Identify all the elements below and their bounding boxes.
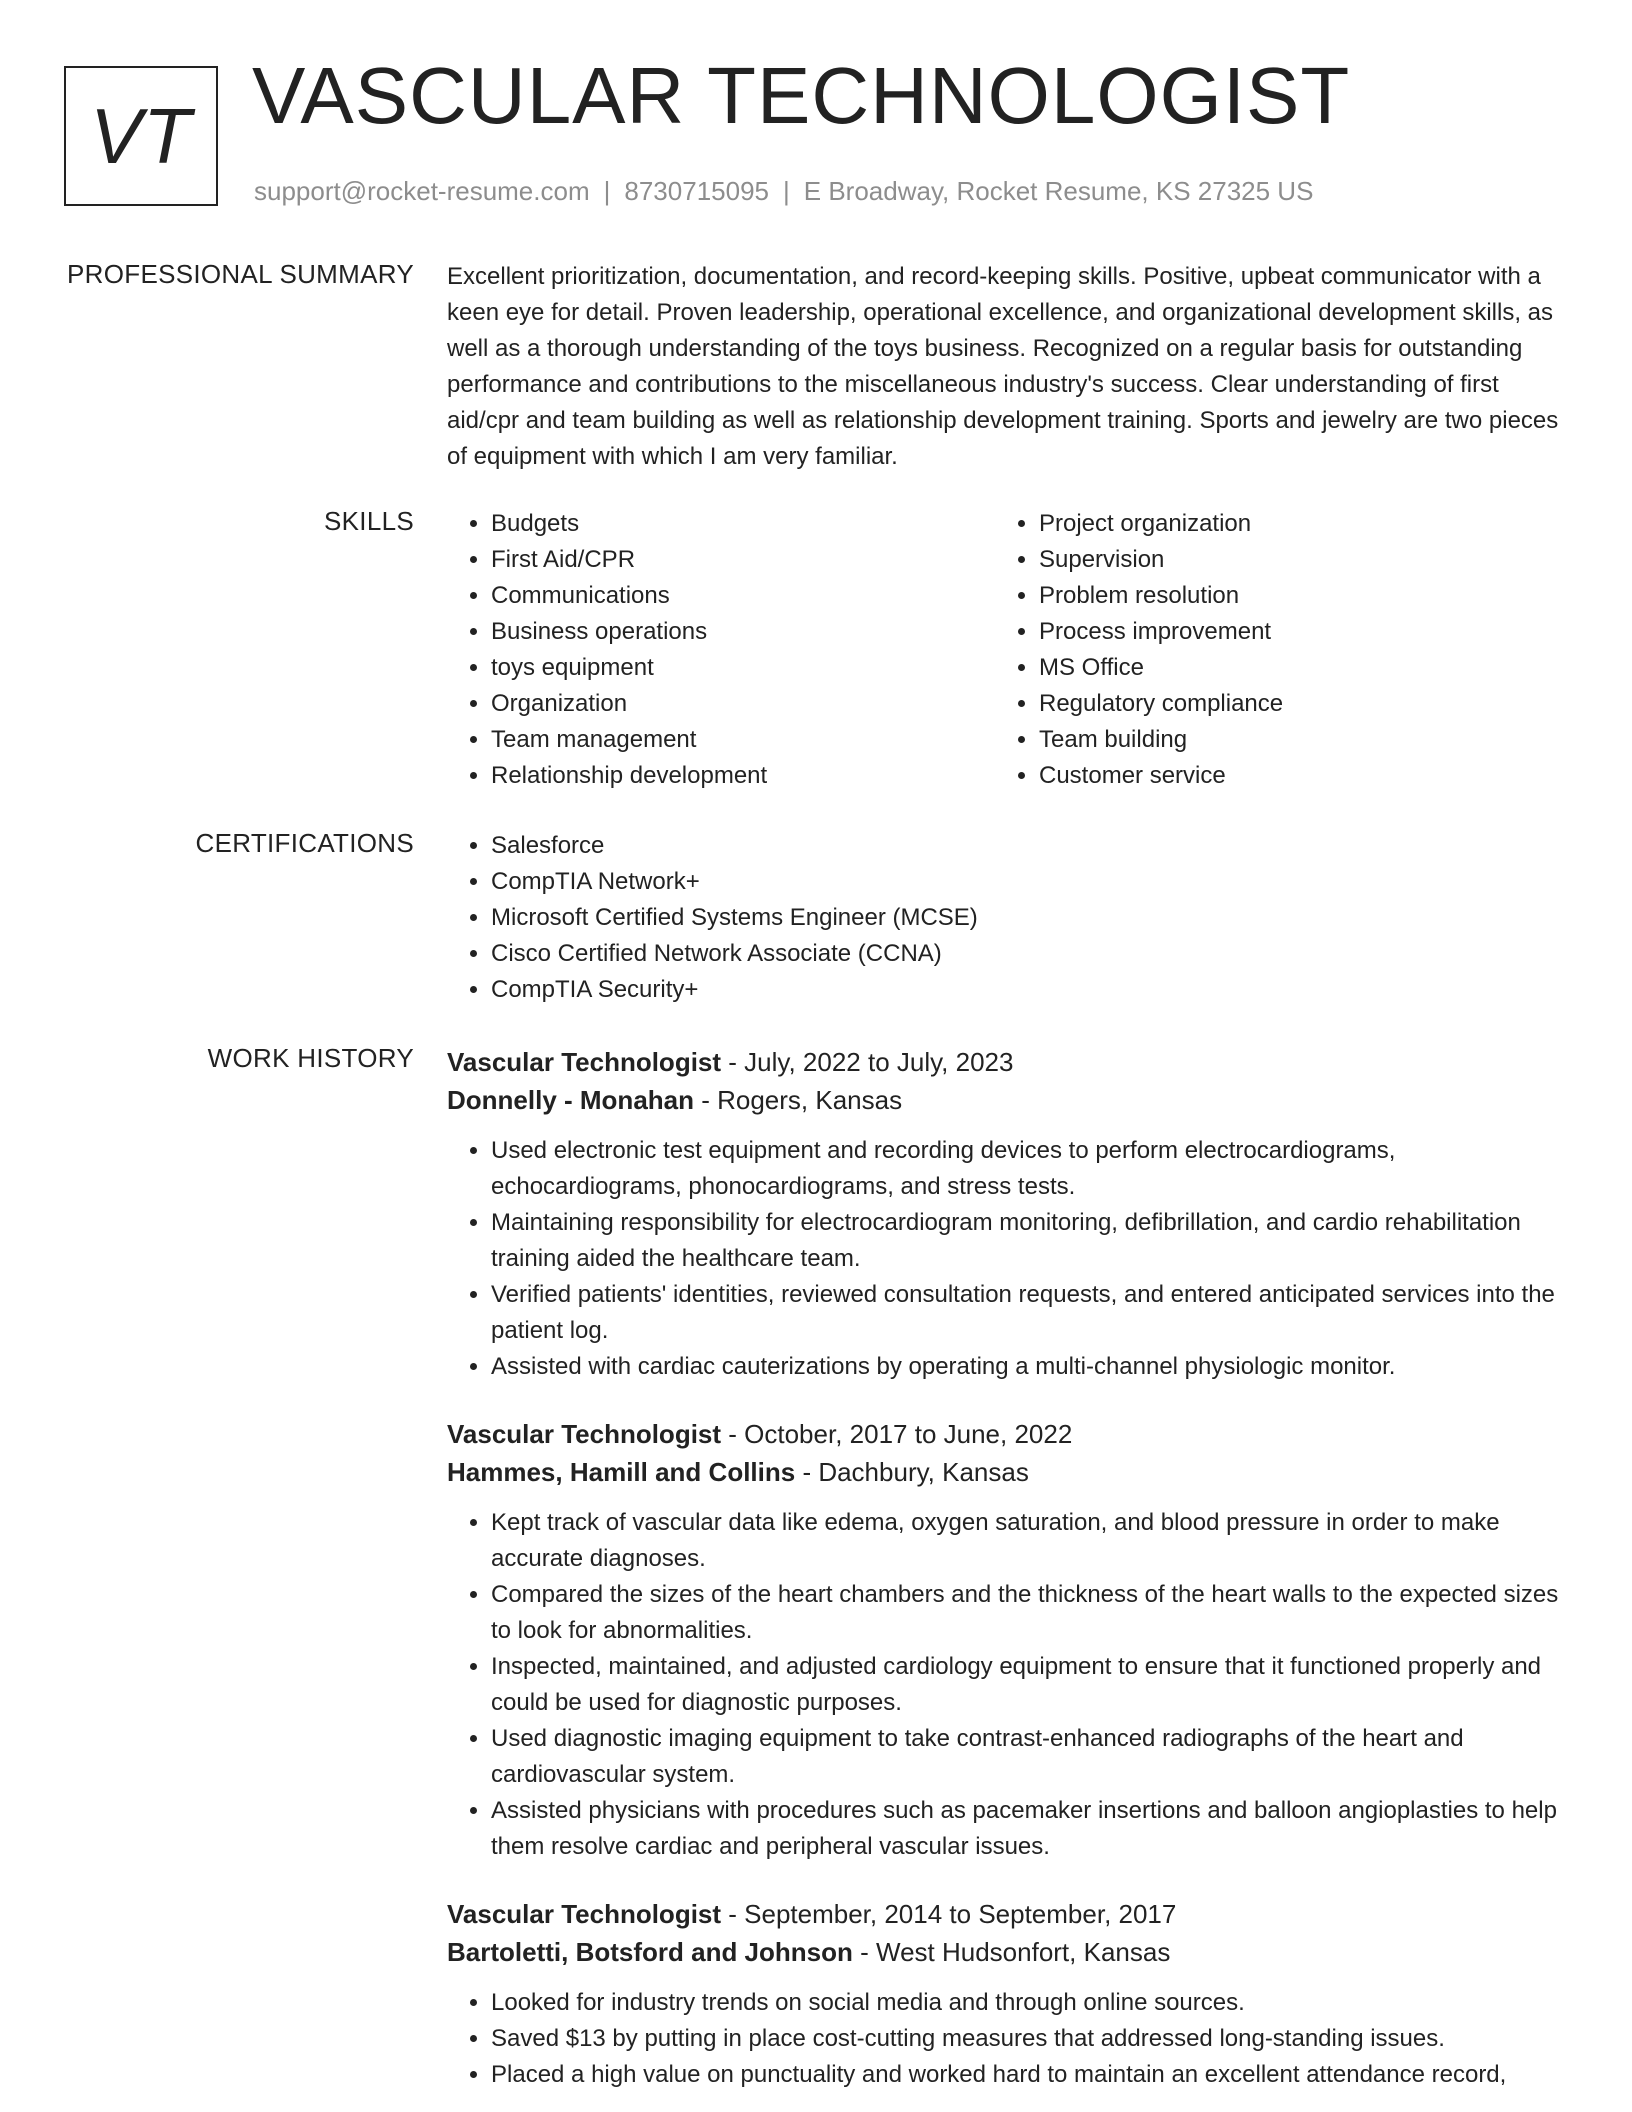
skills-list-left — [447, 506, 995, 794]
job-bullet: • Compared the sizes of the heart chambers and the thickness of the heart walls to the expected sizes to look for abnormalities. — [491, 1577, 1567, 1649]
skill-item: • Problem resolution — [1039, 578, 1543, 614]
skill-item: • Team management — [491, 722, 995, 758]
skill-item: • Relationship development — [491, 758, 995, 794]
job-bullet: • Assisted with cardiac cauterizations by operating a multi-channel physiologic monitor. — [491, 1349, 1567, 1385]
skill-item: • Project organization — [1039, 506, 1543, 542]
contact-email[interactable]: support@rocket-resume.com — [254, 176, 590, 206]
job-entry — [447, 1895, 1567, 2093]
skill-item: • Supervision — [1039, 542, 1543, 578]
job-title-line — [447, 1415, 1567, 1453]
job-company-line — [447, 1453, 1567, 1491]
certification-item: • Salesforce — [491, 828, 1567, 864]
job-bullet: • Used electronic test equipment and recording devices to perform electrocardiograms, echocardiograms, phonocardiograms, and stress tests. — [491, 1133, 1567, 1205]
job-company-line — [447, 1081, 1567, 1119]
job-company: Hammes, Hamill and Collins — [447, 1457, 796, 1487]
contact-separator: | — [783, 176, 790, 206]
skill-item: • Regulatory compliance — [1039, 686, 1543, 722]
skill-item: • Budgets — [491, 506, 995, 542]
job-bullet: • Used diagnostic imaging equipment to take contrast-enhanced radiographs of the heart and cardiovascular system. — [491, 1721, 1567, 1793]
skill-item: • Organization — [491, 686, 995, 722]
certifications-list — [447, 828, 1567, 1008]
job-company-line — [447, 1933, 1567, 1971]
certifications-heading: CERTIFICATIONS — [195, 828, 414, 858]
certifications-body — [447, 828, 1567, 1008]
skills-heading: SKILLS — [324, 506, 414, 536]
skill-item: • Business operations — [491, 614, 995, 650]
skills-grid — [447, 506, 1567, 794]
job-bullet: • Placed a high value on punctuality and worked hard to maintain an excellent attendance record, — [491, 2057, 1567, 2093]
job-bullets — [447, 1133, 1567, 1385]
skill-item: • MS Office — [1039, 650, 1543, 686]
summary-heading: PROFESSIONAL SUMMARY — [67, 259, 414, 289]
skill-item: • Communications — [491, 578, 995, 614]
work-history-body — [447, 1043, 1567, 2093]
job-location: - Rogers, Kansas — [694, 1085, 903, 1115]
job-title-line — [447, 1043, 1567, 1081]
job-location: - West Hudsonfort, Kansas — [852, 1937, 1171, 1967]
job-role: Vascular Technologist — [447, 1419, 722, 1449]
certification-item: • CompTIA Network+ — [491, 864, 1567, 900]
job-bullets — [447, 1505, 1567, 1865]
job-bullet: • Looked for industry trends on social media and through online sources. — [491, 1985, 1567, 2021]
certification-item: • Microsoft Certified Systems Engineer (MCSE) — [491, 900, 1567, 936]
contact-address: E Broadway, Rocket Resume, KS 27325 US — [803, 176, 1314, 206]
job-dates: - October, 2017 to June, 2022 — [721, 1419, 1073, 1449]
contact-phone[interactable]: 8730715095 — [624, 176, 769, 206]
certification-item: • CompTIA Security+ — [491, 972, 1567, 1008]
job-company: Bartoletti, Botsford and Johnson — [447, 1937, 853, 1967]
job-location: - Dachbury, Kansas — [795, 1457, 1029, 1487]
job-bullets — [447, 1985, 1567, 2093]
job-bullet: • Assisted physicians with procedures such as pacemaker insertions and balloon angioplasties to help them resolve cardiac and peripheral vascular issues. — [491, 1793, 1567, 1865]
job-bullet: • Verified patients' identities, reviewed consultation requests, and entered anticipated services into the patient log. — [491, 1277, 1567, 1349]
certification-item: • Cisco Certified Network Associate (CCNA) — [491, 936, 1567, 972]
job-bullet: • Saved $13 by putting in place cost-cutting measures that addressed long-standing issues. — [491, 2021, 1567, 2057]
page-title: VASCULAR TECHNOLOGIST — [252, 51, 1351, 140]
job-bullet: • Inspected, maintained, and adjusted cardiology equipment to ensure that it functioned properly and could be used for diagnostic purposes. — [491, 1649, 1567, 1721]
job-bullet: • Kept track of vascular data like edema, oxygen saturation, and blood pressure in order to make accurate diagnoses. — [491, 1505, 1567, 1577]
skill-item: • Customer service — [1039, 758, 1543, 794]
summary-text: Excellent prioritization, documentation, and record-keeping skills. Positive, upbeat communicator with a keen eye for detail. Proven leadership, operational excellence, and organizational development skills, as well as a thorough understanding of the toys business. Recognized on a regular basis for outstanding performance and contributions to the miscellaneous industry's success. Clear understanding of first aid/cpr and team building as well as relationship development training. Sports and jewelry are two pieces of equipment with which I am very familiar. — [447, 263, 1559, 470]
job-title-line — [447, 1895, 1567, 1933]
skill-item: • Team building — [1039, 722, 1543, 758]
job-role: Vascular Technologist — [447, 1047, 722, 1077]
monogram: VT — [64, 66, 218, 206]
job-role: Vascular Technologist — [447, 1899, 722, 1929]
job-dates: - September, 2014 to September, 2017 — [721, 1899, 1177, 1929]
skill-item: • toys equipment — [491, 650, 995, 686]
job-bullet: • Maintaining responsibility for electrocardiogram monitoring, defibrillation, and cardio rehabilitation training aided the healthcare team. — [491, 1205, 1567, 1277]
skill-item: • Process improvement — [1039, 614, 1543, 650]
job-entry — [447, 1415, 1567, 1865]
job-company: Donnelly - Monahan — [447, 1085, 694, 1115]
contact-line — [254, 176, 1313, 207]
skill-item: • First Aid/CPR — [491, 542, 995, 578]
work-history-heading: WORK HISTORY — [207, 1043, 414, 1073]
contact-separator: | — [603, 176, 611, 206]
job-entry — [447, 1043, 1567, 1385]
job-dates: - July, 2022 to July, 2023 — [721, 1047, 1014, 1077]
skills-list-right — [995, 506, 1543, 794]
